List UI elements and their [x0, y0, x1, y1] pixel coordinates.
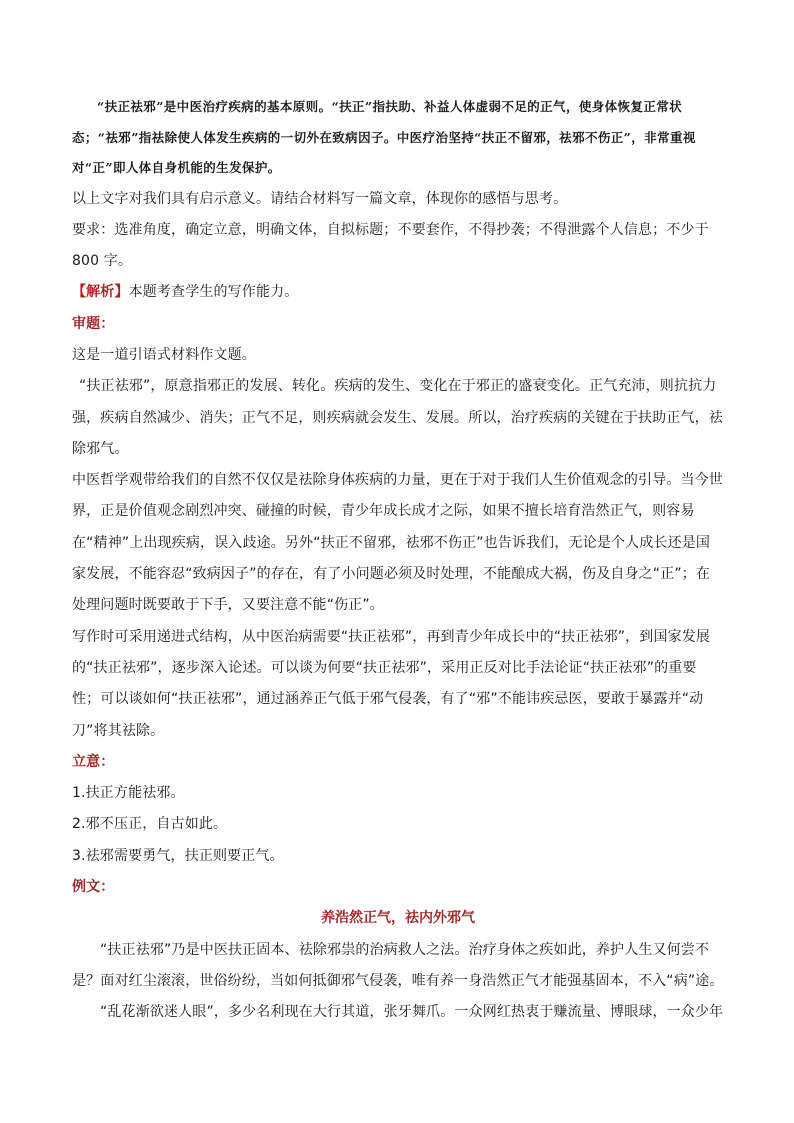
shenti-heading: 审题： — [72, 315, 115, 332]
essay-paragraph-2: “乱花渐欲迷人眼”，多少名利现在大行其道，张牙舞爪。一众网红热衷于赚流量、博眼球，一众少年 — [100, 1004, 724, 1021]
essay-paragraph-1: “扶正祛邪”乃是中医扶正固本、祛除邪祟的治病救人之法。治疗身体之疾如此，养护人生又何尝不是？面对红尘滚滚，世俗纷纷，当如何抵御邪气侵袭，唯有养一身浩然正气才能强基固本，不入“病”途。 — [72, 941, 724, 989]
liyi-heading: 立意： — [72, 753, 115, 770]
shenti-paragraph-2: “扶正祛邪”，原意指邪正的发展、转化。疾病的发生、变化在于邪正的盛衰变化。正气充沛，则抗抗力强，疾病自然减少、消失；正气不足，则疾病就会发生、发展。所以，治疗疾病的关键在于扶助正气，祛除邪气。 — [72, 378, 723, 457]
analysis-line — [72, 277, 724, 308]
analysis-text: 本题考查学生的写作能力。 — [128, 284, 299, 301]
material-quote: “扶正祛邪”是中医治疗疾病的基本原则。“扶正”指扶助、补益人体虚弱不足的正气，使身体恢复正常状态；“祛邪”指祛除使人体发生疾病的一切外在致病因子。中医疗治坚持“扶正不留邪，祛邪不伤正”，非常重视对“正”即人体自身机能的生发保护。 — [72, 99, 696, 175]
shenti-paragraph-1: 这是一道引语式材料作文题。 — [72, 346, 256, 363]
writing-requirements: 要求：选准角度，确定立意，明确文体，自拟标题；不要套作，不得抄袭；不得泄露个人信息；不少于 800 字。 — [72, 221, 709, 270]
essay-heading: 例文： — [72, 879, 115, 896]
writing-prompt: 以上文字对我们具有启示意义。请结合材料写一篇文章，体现你的感悟与思考。 — [72, 190, 568, 207]
document-page — [72, 92, 724, 1029]
liyi-item-3: 3.祛邪需要勇气，扶正则要正气。 — [72, 847, 284, 864]
liyi-item-2: 2.邪不压正，自古如此。 — [72, 816, 228, 833]
essay-title: 养浩然正气，祛内外邪气 — [321, 910, 475, 927]
analysis-tag: 【解析】 — [72, 284, 129, 301]
shenti-paragraph-3: 中医哲学观带给我们的自然不仅仅是祛除身体疾病的力量，更在于对于我们人生价值观念的引导。当今世界，正是价值观念剧烈冲突、碰撞的时候，青少年成长成才之际，如果不擅长培育浩然正气，则容易在“精神”上出现疾病，误入歧途。另外“扶正不留邪，祛邪不伤正”也告诉我们，无论是个人成长还是国家发展，不能容忍“致病因子”的存在，有了小问题必须及时处理，不能酿成大祸，伤及自身之“正”；在处理问题时既要敢于下手，又要注意不能“伤正”。 — [72, 472, 723, 614]
shenti-paragraph-4: 写作时可采用递进式结构，从中医治病需要“扶正祛邪”，再到青少年成长中的“扶正祛邪”，到国家发展的“扶正祛邪”，逐步深入论述。可以谈为何要“扶正祛邪”，采用正反对比手法论证“扶正祛邪”的重要性；可以谈如何“扶正祛邪”，通过涵养正气低于邪气侵袭，有了“邪”不能讳疾忌医，要敢于暴露并“动刀”将其祛除。 — [72, 628, 711, 739]
liyi-item-1: 1.扶正方能祛邪。 — [72, 785, 185, 802]
